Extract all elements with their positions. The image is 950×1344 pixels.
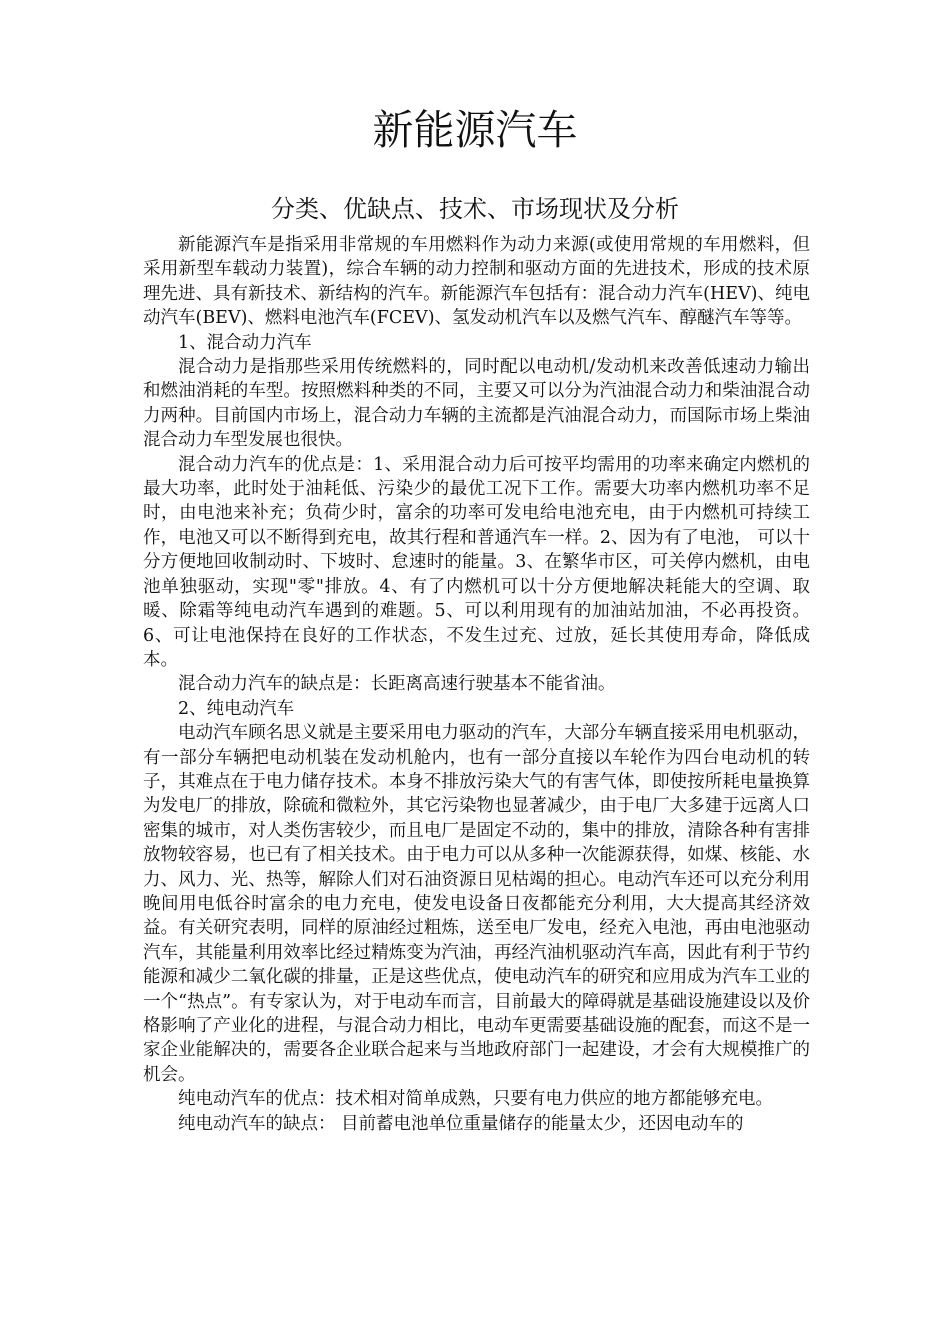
document-subtitle: 分类、优缺点、技术、市场现状及分析 [271,195,679,223]
paragraph-hybrid-definition: 混合动力是指那些采用传统燃料的，同时配以电动机/发动机来改善低速动力输出和燃油消耗的车型。按照燃料种类的不同，主要又可以分为汽油混合动力和柴油混合动力两种。目前国内市场上，混合动力车辆的主流都是汽油混合动力，而国际市场上柴油混合动力车型发展也很快。 [143,357,810,451]
paragraph-intro: 新能源汽车是指采用非常规的车用燃料作为动力来源(或使用常规的车用燃料，但采用新型车载动力装置)，综合车辆的动力控制和驱动方面的先进技术，形成的技术原理先进、具有新技术、新结构的汽车。新能源汽车包括有：混合动力汽车(HEV)、纯电动汽车(BEV)、燃料电池汽车(FCEV)、氢发动机汽车以及燃气汽车、醇醚汽车等等。 [143,235,810,329]
paragraph-electric-disadvantages: 纯电动汽车的缺点： 目前蓄电池单位重量储存的能量太少，还因电动车的 [178,1113,744,1134]
document-title: 新能源汽车 [372,106,578,154]
document-body [143,233,810,1136]
section-heading-electric: 2、纯电动汽车 [178,698,295,719]
paragraph-electric-definition: 电动汽车顾名思义就是主要采用电力驱动的汽车，大部分车辆直接采用电机驱动，有一部分车辆把电动机装在发动机舱内，也有一部分直接以车轮作为四台电动机的转子，其难点在于电力储存技术。本身不排放污染大气的有害气体，即使按所耗电量换算为发电厂的排放，除硫和微粒外，其它污染物也显著减少，由于电厂大多建于远离人口密集的城市，对人类伤害较少，而且电厂是固定不动的，集中的排放，清除各种有害排放物较容易，也已有了相关技术。由于电力可以从多种一次能源获得，如煤、核能、水力、风力、光、热等，解除人们对石油资源日见枯竭的担心。电动汽车还可以充分利用晚间用电低谷时富余的电力充电，使发电设备日夜都能充分利用，大大提高其经济效益。有关研究表明，同样的原油经过粗炼，送至电厂发电，经充入电池，再由电池驱动汽车，其能量利用效率比经过精炼变为汽油，再经汽油机驱动汽车高，因此有利于节约能源和减少二氧化碳的排量，正是这些优点，使电动汽车的研究和应用成为汽车工业的一个“热点”。有专家认为，对于电动车而言，目前最大的障碍就是基础设施建设以及价格影响了产业化的进程，与混合动力相比，电动车更需要基础设施的配套，而这不是一家企业能解决的，需要各企业联合起来与当地政府部门一起建设，才会有大规模推广的机会。 [143,723,810,1085]
paragraph-hybrid-disadvantages: 混合动力汽车的缺点是：长距离高速行驶基本不能省油。 [178,674,616,695]
paragraph-electric-advantages: 纯电动汽车的优点：技术相对简单成熟，只要有电力供应的地方都能够充电。 [178,1089,773,1110]
section-heading-hybrid: 1、混合动力汽车 [178,332,312,353]
paragraph-hybrid-advantages: 混合动力汽车的优点是：1、采用混合动力后可按平均需用的功率来确定内燃机的最大功率，此时处于油耗低、污染少的最优工况下工作。需要大功率内燃机功率不足时，由电池来补充；负荷少时，富余的功率可发电给电池充电，由于内燃机可持续工作，电池又可以不断得到充电，故其行程和普通汽车一样。2、因为有了电池， 可以十分方便地回收制动时、下坡时、怠速时的能量。3、在繁华市区，可关停内燃机，由电池单独驱动，实现"零"排放。4、有了内燃机可以十分方便地解决耗能大的空调、取暖、除霜等纯电动汽车遇到的难题。5、可以利用现有的加油站加油，不必再投资。6、可让电池保持在良好的工作状态，不发生过充、过放，延长其使用寿命，降低成本。 [143,454,810,670]
